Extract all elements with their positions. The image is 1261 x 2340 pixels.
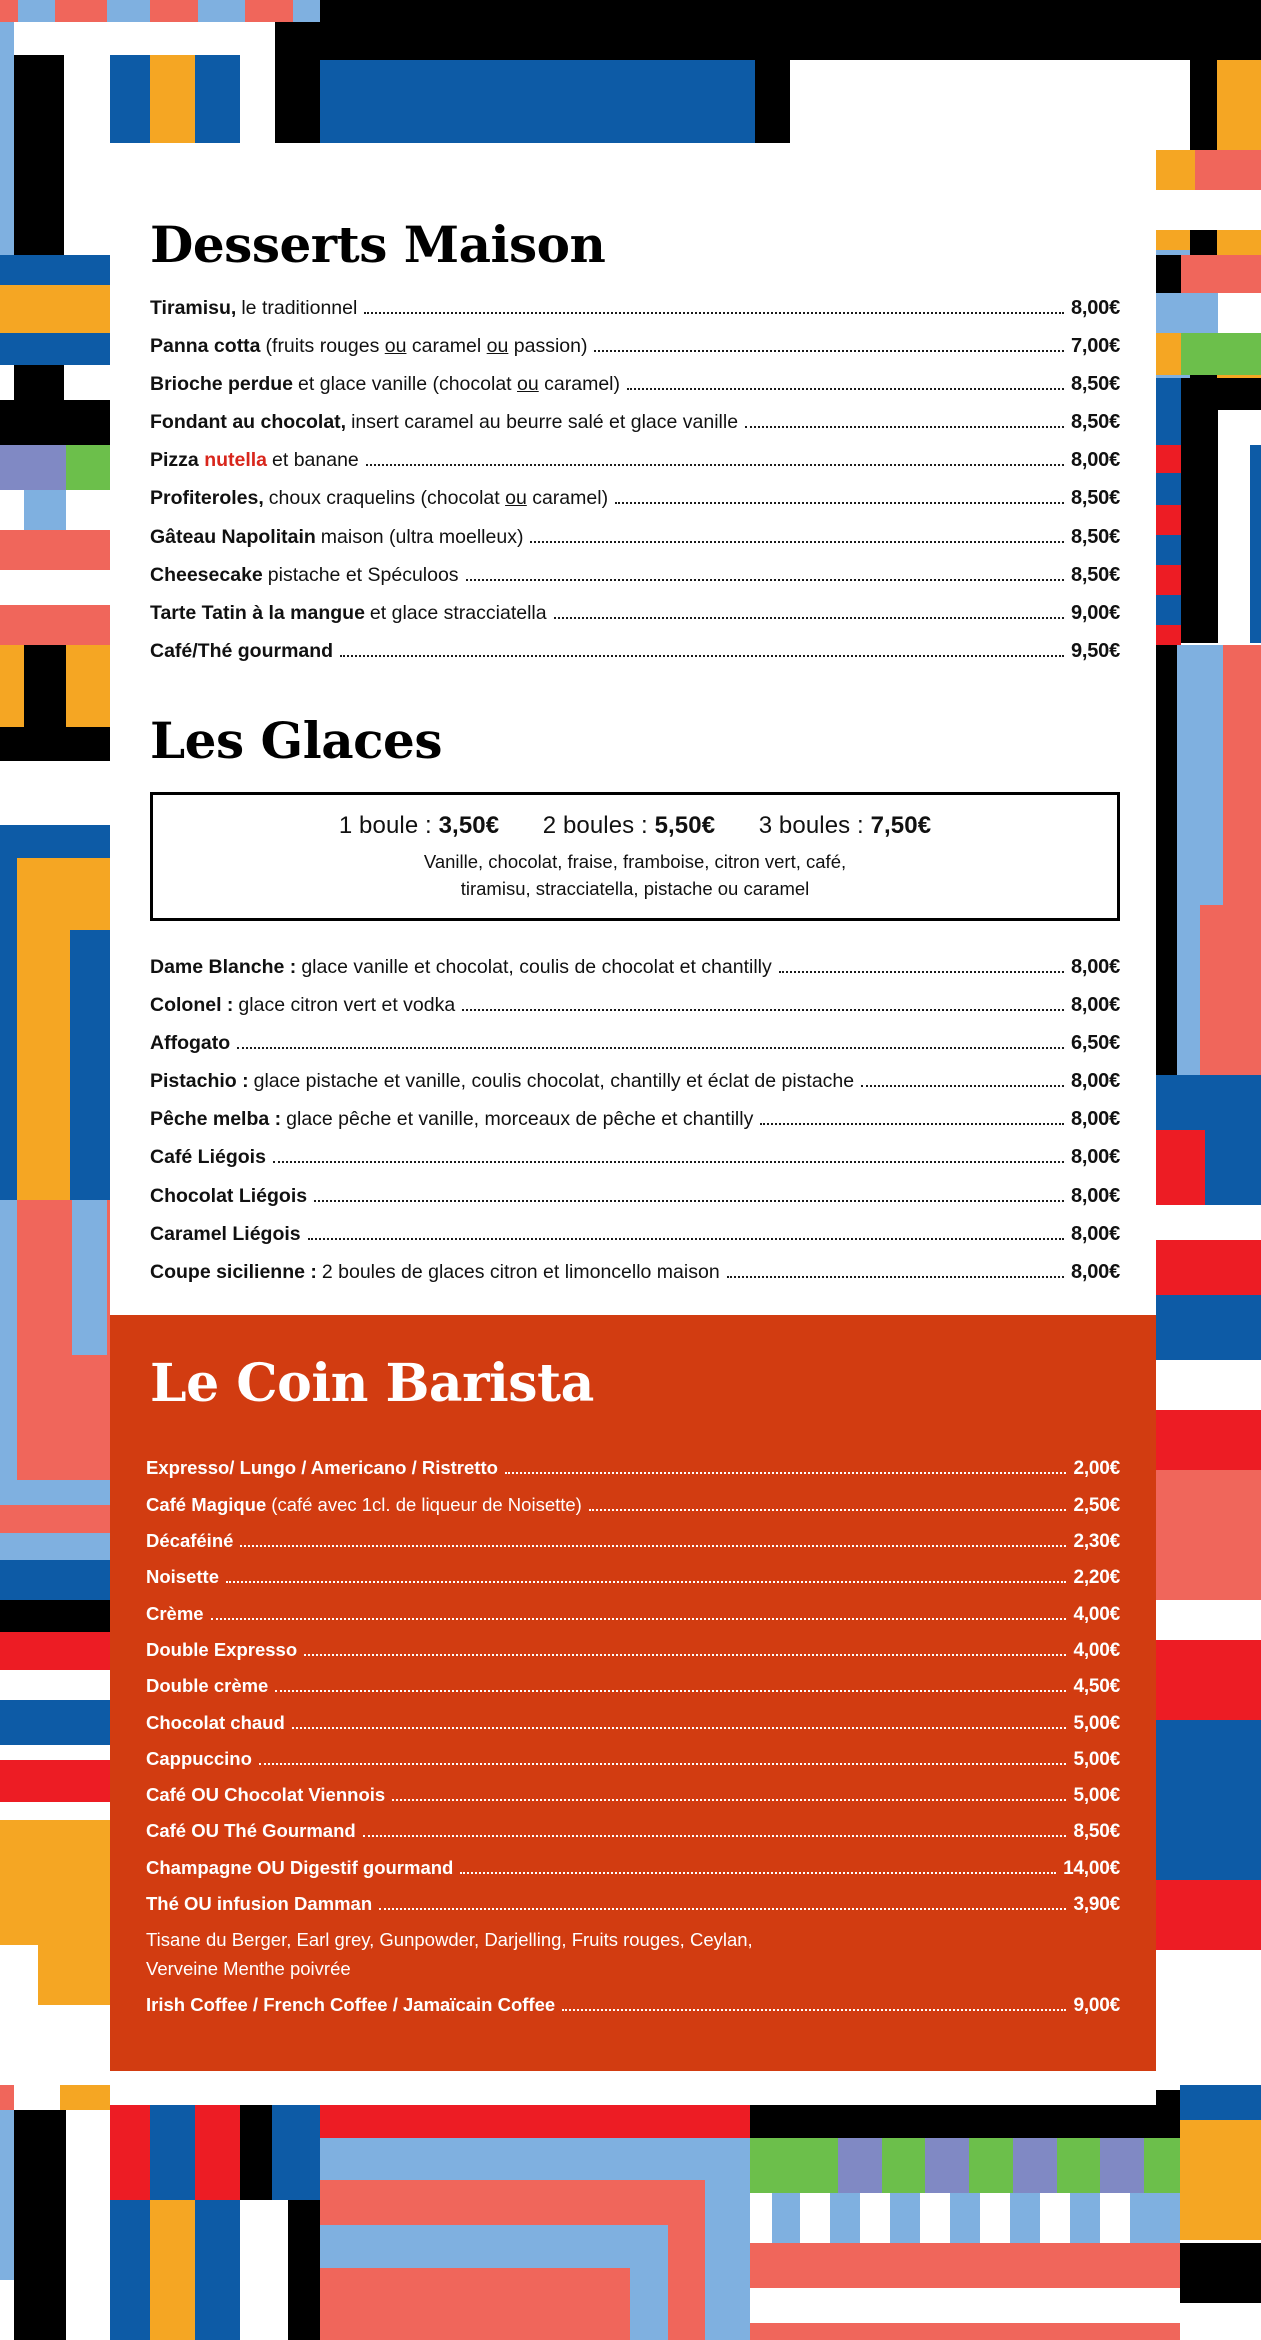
item-name: Décaféiné [146,1529,234,1551]
menu-row [150,1222,1120,1248]
leader-dots [392,1799,1066,1801]
leader-dots [340,655,1064,657]
item-name: Tiramisu, [150,297,237,319]
menu-row [150,601,1120,627]
menu-row [150,1260,1120,1286]
leader-dots [237,1047,1064,1049]
item-price: 4,00€ [1073,1603,1120,1625]
leader-dots [273,1161,1064,1163]
item-description: et glace stracciatella [369,601,547,624]
menu-row [150,448,1120,474]
menu-row [146,1674,1120,1699]
leader-dots [554,617,1064,619]
item-price: 5,00€ [1073,1748,1120,1770]
leader-dots [760,1123,1064,1125]
leader-dots [292,1727,1067,1729]
menu-row [150,955,1120,981]
item-name: Tarte Tatin à la mangue [150,601,365,624]
item-price: 8,00€ [1070,1260,1120,1283]
leader-dots [366,464,1064,466]
item-name: Cheesecake [150,563,263,586]
menu-row [146,1856,1120,1881]
item-name: Profiteroles, [150,487,264,510]
item-name: Expresso/ Lungo / Americano / Ristretto [146,1457,498,1479]
item-price: 8,50€ [1070,373,1120,396]
item-description: 2 boules de glaces citron et limoncello maison [321,1260,720,1283]
item-name: Chocolat chaud [146,1711,285,1733]
three-scoop-label: 3 boules : [758,812,864,840]
item-name: Dame Blanche : [150,955,297,978]
item-price: 8,00€ [1070,1222,1120,1245]
menu-row [150,372,1120,398]
item-price: 2,30€ [1073,1530,1120,1552]
item-description: choux craquelins (chocolat ou caramel) [268,487,609,510]
item-description: (café avec 1cl. de liqueur de Noisette) [271,1493,582,1515]
item-name: Pêche melba : [150,1108,282,1131]
barista-panel [110,1315,1156,2071]
scoops-flavors [173,849,1097,902]
item-price: 5,00€ [1073,1712,1120,1734]
two-scoop-price: 5,50€ [654,812,716,840]
leader-dots [460,1872,1056,1874]
menu-row [146,1602,1120,1627]
leader-dots [304,1654,1066,1656]
leader-dots [627,388,1064,390]
menu-row [150,1107,1120,1133]
item-price: 9,00€ [1070,601,1120,624]
item-price: 2,50€ [1073,1494,1120,1516]
glaces-list [150,955,1120,1285]
leader-dots [615,502,1064,504]
item-price: 6,50€ [1070,1032,1120,1055]
item-name: Fondant au chocolat, [150,411,347,434]
scoops-price-line [173,812,1097,840]
menu-row [150,1031,1120,1057]
item-name: Caramel Liégois [150,1222,301,1245]
leader-dots [466,579,1064,581]
item-price: 3,90€ [1073,1894,1120,1916]
menu-row [146,1711,1120,1736]
item-name: Double Expresso [146,1638,298,1660]
item-price: 8,50€ [1073,1821,1120,1843]
item-name: Coupe sicilienne : [150,1260,317,1283]
leader-dots [364,312,1064,314]
one-scoop-price: 3,50€ [438,812,500,840]
leader-dots [594,350,1063,352]
item-name: Gâteau Napolitain [150,525,316,548]
barista-section-title: Le Coin Barista [150,1353,594,1415]
item-price: 8,00€ [1070,1184,1120,1207]
tea-note-line-1: Tisane du Berger, Earl grey, Gunpowder, Darjelling, Fruits rouges, Ceylan, [146,1929,753,1951]
item-name: Café OU Chocolat Viennois [146,1784,386,1806]
item-name: Panna cotta [150,335,261,358]
menu-row [146,1747,1120,1772]
leader-dots [727,1276,1064,1278]
leader-dots [861,1085,1064,1087]
item-name: Café Liégois [150,1146,266,1169]
item-description: le traditionnel [241,297,358,319]
item-price: 8,50€ [1070,487,1120,510]
item-description: et glace vanille (chocolat ou caramel) [298,373,620,396]
item-price: 8,50€ [1070,411,1120,434]
item-name: Café/Thé gourmand [150,639,334,662]
desserts-section-title: Desserts Maison [150,215,606,274]
menu-row [150,525,1120,551]
item-name: Colonel : [150,994,234,1017]
menu-row [150,486,1120,512]
leader-dots [779,971,1064,973]
glaces-section-title: Les Glaces [150,711,443,771]
two-scoop-label: 2 boules : [542,812,648,840]
item-price: 5,00€ [1073,1785,1120,1807]
item-name: Cappuccino [146,1747,252,1769]
menu-row [146,1565,1120,1590]
item-description: pistache et Spéculoos [267,563,459,586]
menu-row [150,563,1120,589]
leader-dots [308,1238,1064,1240]
menu-row [146,1638,1120,1663]
item-description: glace vanille et chocolat, coulis de chocolat et chantilly [301,955,772,978]
leader-dots [363,1835,1067,1837]
item-price: 8,00€ [1070,297,1120,319]
item-name: Double crème [146,1675,269,1697]
menu-row [146,1493,1120,1518]
item-price: 14,00€ [1063,1857,1120,1879]
item-price: 8,00€ [1070,1146,1120,1169]
menu-row [146,1993,1120,2018]
desserts-list [150,296,1120,664]
item-name: Champagne OU Digestif gourmand [146,1856,454,1878]
leader-dots [462,1009,1064,1011]
flavors-line-2: tiramisu, stracciatella, pistache ou caramel [460,877,810,899]
item-name: Café OU Thé Gourmand [146,1820,356,1842]
leader-dots [211,1618,1067,1620]
item-name: Crème [146,1602,204,1624]
scoops-price-box [150,792,1120,921]
item-price: 8,00€ [1070,994,1120,1017]
menu-row [150,639,1120,665]
leader-dots [259,1763,1067,1765]
leader-dots [226,1581,1066,1583]
menu-row [146,1819,1120,1844]
leader-dots [530,541,1064,543]
menu-row [150,1184,1120,1210]
item-description: glace pistache et vanille, coulis chocolat, chantilly et éclat de pistache [253,1070,855,1093]
leader-dots [589,1509,1067,1511]
menu-content [146,215,1120,2071]
leader-dots [240,1545,1066,1547]
item-description: (fruits rouges ou caramel ou passion) [265,335,588,358]
barista-last-item [146,1993,1120,2018]
leader-dots [562,2009,1066,2011]
one-scoop-label: 1 boule : [338,812,432,840]
item-description: insert caramel au beurre salé et glace vanille [351,411,739,434]
item-price: 7,00€ [1070,335,1120,358]
item-price: 4,50€ [1073,1676,1120,1698]
flavors-line-1: Vanille, chocolat, fraise, framboise, citron vert, café, [423,851,847,873]
item-name: Irish Coffee / French Coffee / Jamaïcain Coffee [146,1993,556,2015]
leader-dots [745,426,1064,428]
item-name: Café Magique [146,1493,267,1515]
item-name: Pizza nutella [150,449,268,472]
item-price: 2,20€ [1073,1567,1120,1589]
item-price: 9,50€ [1070,639,1120,662]
item-description: glace pêche et vanille, morceaux de pêche et chantilly [286,1108,754,1131]
item-name: Thé OU infusion Damman [146,1893,373,1915]
item-name: Pistachio : [150,1070,249,1093]
menu-row [146,1892,1120,1917]
leader-dots [275,1690,1066,1692]
item-name: Noisette [146,1566,219,1588]
menu-row [150,993,1120,1019]
item-price: 2,00€ [1073,1458,1120,1480]
item-name: Chocolat Liégois [150,1184,308,1207]
menu-row [146,1783,1120,1808]
menu-row [150,296,1120,322]
item-price: 8,00€ [1070,1070,1120,1093]
menu-row [146,1529,1120,1554]
menu-row [150,410,1120,436]
leader-dots [505,1472,1067,1474]
item-description: et banane [272,449,359,472]
item-description: glace citron vert et vodka [238,994,456,1017]
menu-row [146,1456,1120,1481]
item-price: 8,50€ [1070,525,1120,548]
leader-dots [314,1200,1064,1202]
menu-row [150,334,1120,360]
item-name: Brioche perdue [150,373,294,396]
three-scoop-price: 7,50€ [870,812,932,840]
item-price: 8,50€ [1070,563,1120,586]
item-price: 8,00€ [1070,1108,1120,1131]
menu-row [150,1145,1120,1171]
item-description: maison (ultra moelleux) [320,525,524,548]
tea-varieties-note [146,1926,906,1983]
menu-row [150,1069,1120,1095]
leader-dots [379,1908,1066,1910]
barista-list [146,1456,1120,1917]
item-price: 8,00€ [1070,449,1120,472]
item-price: 9,00€ [1073,1994,1120,2016]
item-name: Affogato [150,1032,231,1055]
item-price: 4,00€ [1073,1639,1120,1661]
tea-note-line-2: Verveine Menthe poivrée [146,1958,351,1980]
item-price: 8,00€ [1070,955,1120,978]
